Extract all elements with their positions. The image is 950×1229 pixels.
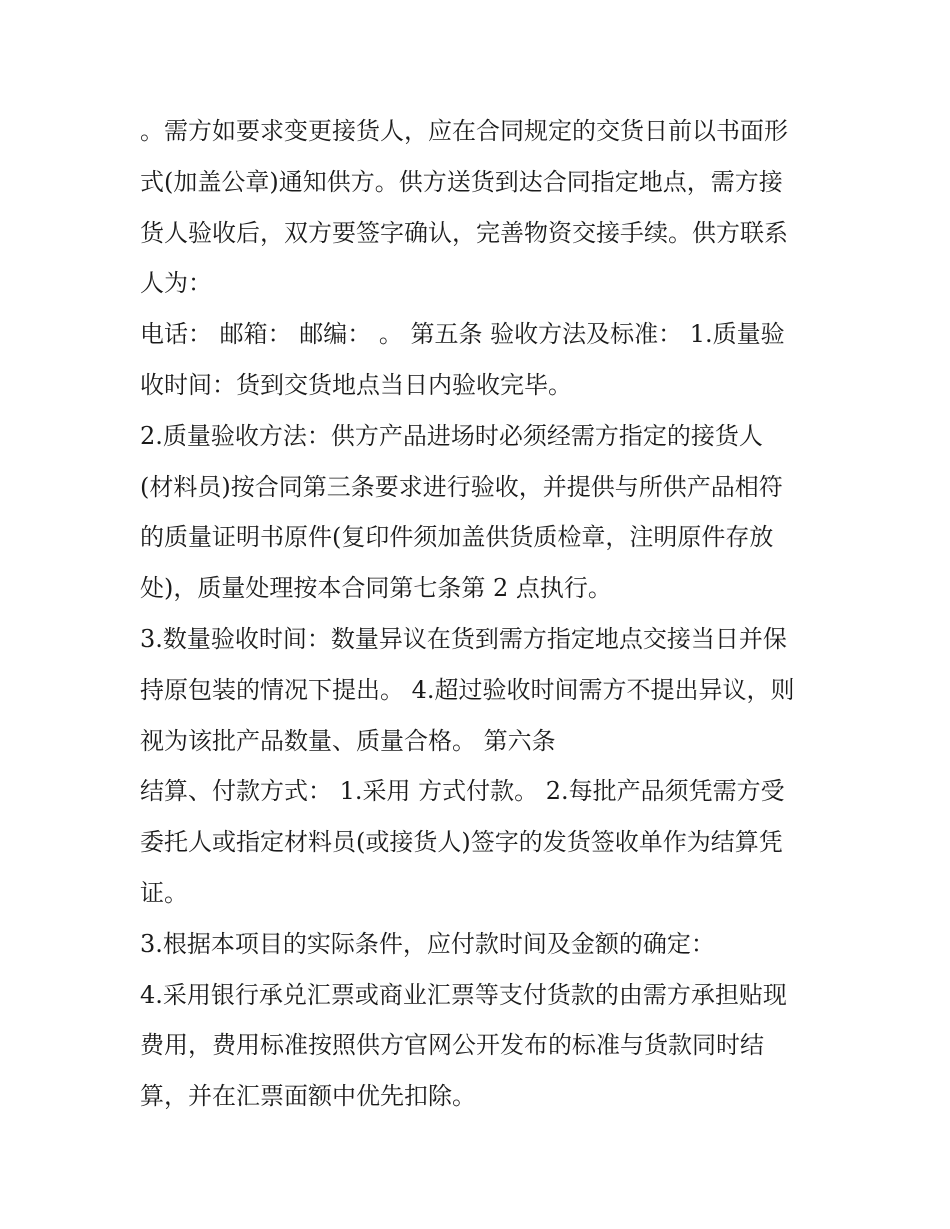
text-line: 货人验收后，双方要签字确认，完善物资交接手续。供方联系 bbox=[140, 218, 788, 247]
text-line: 式(加盖公章)通知供方。供方送货到达合同指定地点，需方接 bbox=[140, 167, 783, 196]
text-line: 处)，质量处理按本合同第七条第 2 点执行。 bbox=[140, 574, 612, 603]
text-line: 算，并在汇票面额中优先扣除。 bbox=[140, 1082, 476, 1111]
contract-text bbox=[140, 106, 830, 1122]
text-line: 2.质量验收方法：供方产品进场时必须经需方指定的接货人 bbox=[140, 421, 763, 450]
text-line: 的质量证明书原件(复印件须加盖供货质检章，注明原件存放 bbox=[140, 523, 774, 552]
text-line: 委托人或指定材料员(或接货人)签字的发货签收单作为结算凭 bbox=[140, 828, 783, 857]
text-line: 。需方如要求变更接货人，应在合同规定的交货日前以书面形 bbox=[140, 117, 788, 145]
text-line: 视为该批产品数量、质量合格。 第六条 bbox=[140, 726, 556, 755]
text-line: 3.数量验收时间：数量异议在货到需方指定地点交接当日并保 bbox=[140, 624, 787, 653]
text-line: 收时间：货到交货地点当日内验收完毕。 bbox=[140, 370, 572, 399]
text-line: 人为： bbox=[140, 269, 212, 298]
text-line: 持原包装的情况下提出。 4.超过验收时间需方不提出异议，则 bbox=[140, 675, 795, 704]
text-line: (材料员)按合同第三条要求进行验收，并提供与所供产品相符 bbox=[140, 472, 783, 501]
text-line: 费用，费用标准按照供方官网公开发布的标准与货款同时结 bbox=[140, 1031, 764, 1060]
text-line: 结算、付款方式： 1.采用 方式付款。 2.每批产品须凭需方受 bbox=[140, 777, 785, 806]
text-line: 电话： 邮箱： 邮编： 。 第五条 验收方法及标准： 1.质量验 bbox=[140, 320, 785, 349]
text-line: 4.采用银行承兑汇票或商业汇票等支付货款的由需方承担贴现 bbox=[140, 980, 787, 1009]
text-line: 证。 bbox=[140, 878, 188, 907]
text-line: 3.根据本项目的实际条件，应付款时间及金额的确定： bbox=[140, 929, 715, 958]
